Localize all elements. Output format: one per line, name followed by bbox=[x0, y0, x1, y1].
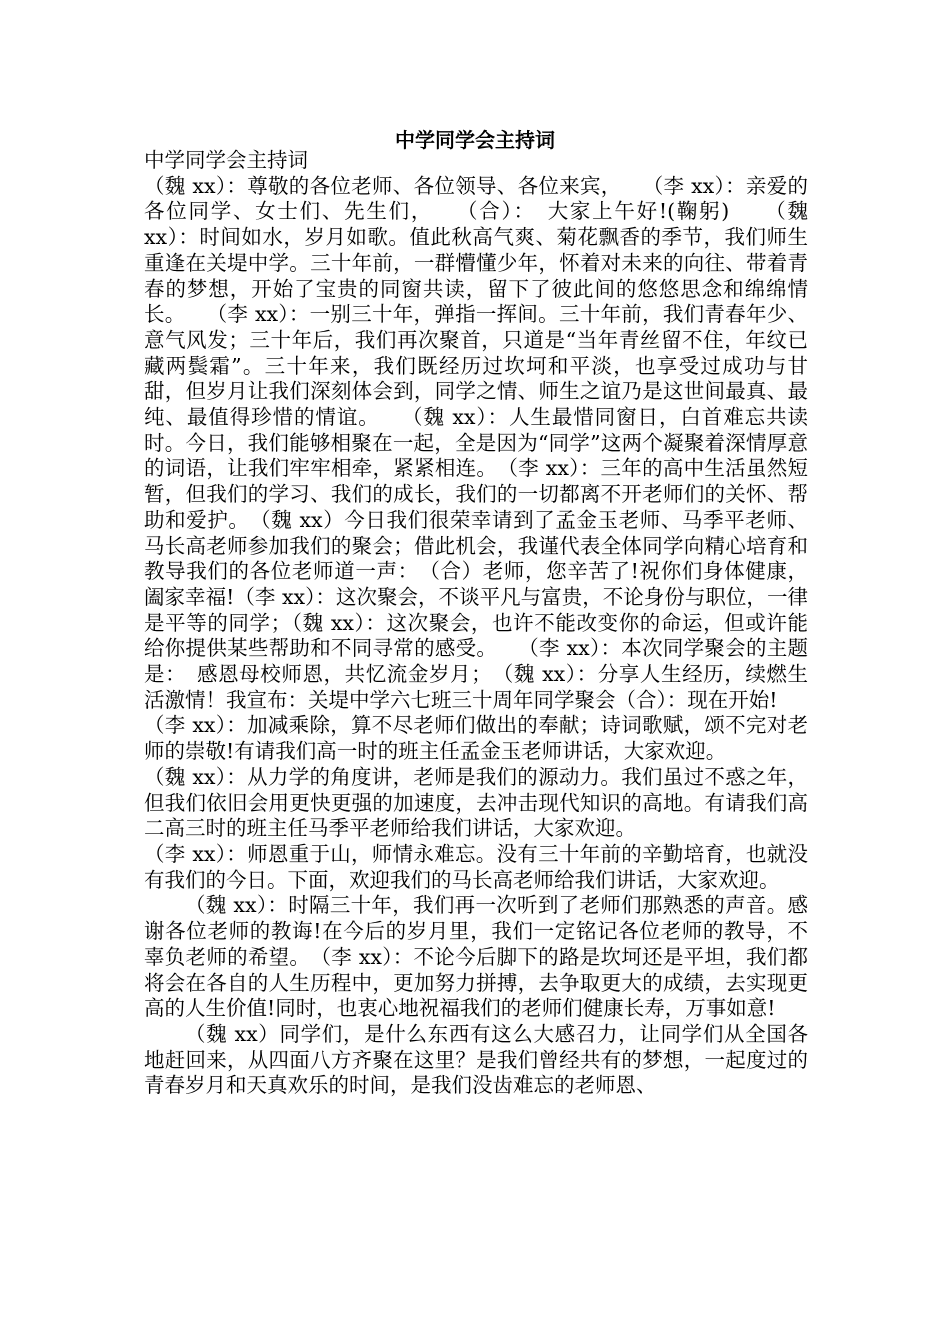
paragraph-indented: （魏 xx）同学们，是什么东西有这么大感召力，让同学们从全国各地赶回来，从四面八方齐聚在这里？是我们曾经共有的梦想，一起度过的青春岁月和天真欢乐的时间，是我们没齿难忘的老师恩、 bbox=[144, 1021, 808, 1098]
paragraph: 中学同学会主持词 bbox=[144, 148, 308, 172]
paragraph: （魏 xx）：从力学的角度讲，老师是我们的源动力。我们虽过不惑之年，但我们依旧会用更快更强的加速度，去冲击现代知识的高地。有请我们高二高三时的班主任马季平老师给我们讲话，大家欢迎。 bbox=[144, 764, 808, 841]
paragraph: （李 xx）：师恩重于山，师情永难忘。没有三十年前的辛勤培育，也就没有我们的今日。下面，欢迎我们的马长高老师给我们讲话，大家欢迎。 bbox=[144, 841, 808, 892]
document-body bbox=[144, 148, 808, 1099]
paragraph-indented: （魏 xx）：时隔三十年，我们再一次听到了老师们那熟悉的声音。感谢各位老师的教诲!在今后的岁月里，我们一定铭记各位老师的教导，不辜负老师的希望。 （李 xx）：不论今后脚下的路是坎坷还是平坦，我们都将会在各自的人生历程中，更加努力拼搏，去争取更大的成绩，去实现更高的人生价值!同时，也衷心地祝福我们的老师们健康长寿，万事如意! bbox=[144, 893, 808, 1021]
paragraph: （魏 xx）：尊敬的各位老师、各位领导、各位来宾， （李 xx）：亲爱的各位同学、女士们、先生们， （合）： 大家上午好!(鞠躬) （魏 xx）：时间如水，岁月如歌。值此秋高气爽、菊花飘香的季节，我们师生重逢在关堤中学。三十年前，一群懵懂少年，怀着对未来的向往、带着青春的梦想，开始了宝贵的同窗共读，留下了彼此间的悠悠思念和绵绵情长。 （李 xx）：一别三十年，弹指一挥间。三十年前，我们青春年少、意气风发；三十年后，我们再次聚首，只道是“当年青丝留不住，年纹已藏两鬓霜”。三十年来，我们既经历过坎坷和平淡，也享受过成功与甘甜，但岁月让我们深刻体会到，同学之情、师生之谊乃是这世间最真、最纯、最值得珍惜的情谊。 （魏 xx）：人生最惜同窗日，白首难忘共读时。今日，我们能够相聚在一起，全是因为“同学”这两个凝聚着深情厚意的词语，让我们牢牢相牵，紧紧相连。 （李 xx）：三年的高中生活虽然短暂，但我们的学习、我们的成长，我们的一切都离不开老师们的关怀、帮助和爱护。 （魏 xx）今日我们很荣幸请到了孟金玉老师、马季平老师、马长高老师参加我们的聚会；借此机会，我谨代表全体同学向精心培育和教导我们的各位老师道一声： （合）老师，您辛苦了!祝你们身体健康，阖家幸福!（李 xx）：这次聚会，不谈平凡与富贵，不论身份与职位，一律是平等的同学；（魏 xx）：这次聚会，也许不能改变你的命运，但或许能给你提供某些帮助和不同寻常的感受。 （李 xx）：本次同学聚会的主题是： 感恩母校师恩，共忆流金岁月； （魏 xx）：分享人生经历，续燃生活激情！我宣布：关堤中学六七班三十周年同学聚会（合）：现在开始! bbox=[144, 173, 808, 712]
paragraph: （李 xx）：加减乘除，算不尽老师们做出的奉献；诗词歌赋，颂不完对老师的崇敬!有请我们高一时的班主任孟金玉老师讲话，大家欢迎。 bbox=[144, 713, 808, 764]
document-title: 中学同学会主持词 bbox=[395, 128, 555, 152]
